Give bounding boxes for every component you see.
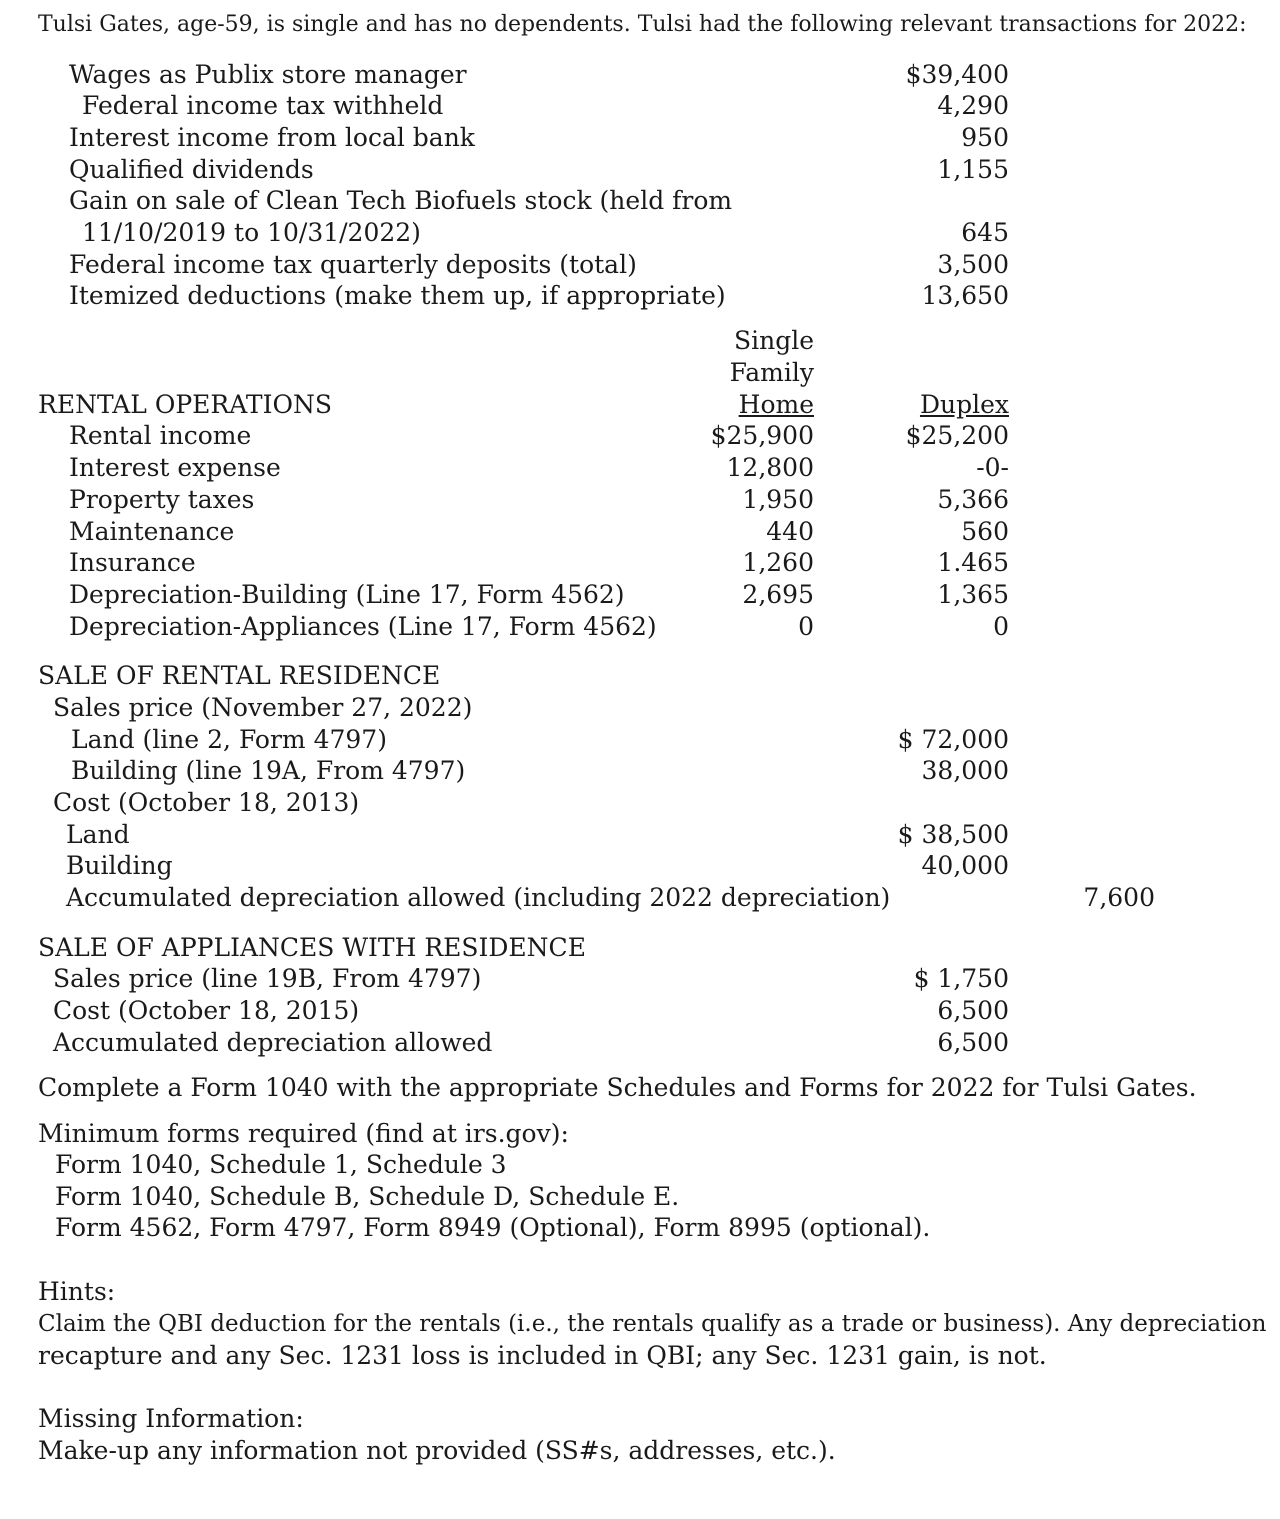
transaction-value: 3,500 — [937, 250, 1009, 279]
forms-line: Form 1040, Schedule 1, Schedule 3 — [55, 1150, 507, 1179]
sale-residence-land-value: $ 72,000 — [897, 725, 1009, 754]
transaction-value: 950 — [961, 123, 1009, 152]
rental-row-label: Maintenance — [69, 517, 235, 546]
rental-col-home-header: Home — [738, 390, 814, 419]
missing-heading: Missing Information: — [38, 1404, 304, 1433]
transaction-label: Federal income tax withheld — [82, 91, 444, 120]
rental-row-label: Rental income — [69, 421, 252, 450]
transaction-label: Federal income tax quarterly deposits (total) — [69, 250, 637, 279]
rental-row-label: Interest expense — [69, 453, 281, 482]
transaction-label: Wages as Publix store manager — [69, 60, 467, 89]
rental-row-duplex-value: 0 — [993, 612, 1009, 641]
sale-residence-accum-label: Accumulated depreciation allowed (including 2022 depreciation) — [66, 883, 891, 912]
transaction-value: 13,650 — [921, 281, 1009, 310]
rental-row-duplex-value: $25,200 — [905, 421, 1009, 450]
rental-row-label: Depreciation-Appliances (Line 17, Form 4562) — [69, 612, 657, 641]
sale-residence-heading: SALE OF RENTAL RESIDENCE — [38, 661, 441, 690]
forms-line: Form 4562, Form 4797, Form 8949 (Optional), Form 8995 (optional). — [55, 1213, 931, 1242]
rental-row-duplex-value: 5,366 — [937, 485, 1009, 514]
rental-row-home-value: 12,800 — [726, 453, 814, 482]
sale-appliances-value: 6,500 — [937, 996, 1009, 1025]
transaction-label: Interest income from local bank — [69, 123, 475, 152]
sale-residence-cost-land-value: $ 38,500 — [897, 820, 1009, 849]
hints-line: recapture and any Sec. 1231 loss is included in QBI; any Sec. 1231 gain, is not. — [38, 1341, 1047, 1370]
transaction-label: Qualified dividends — [69, 155, 314, 184]
rental-row-duplex-value: 1.465 — [937, 548, 1009, 577]
rental-row-home-value: 1,950 — [742, 485, 814, 514]
instruction-text: Complete a Form 1040 with the appropriate Schedules and Forms for 2022 for Tulsi Gates. — [38, 1073, 1197, 1102]
rental-row-duplex-value: 1,365 — [937, 580, 1009, 609]
rental-row-home-value: 2,695 — [742, 580, 814, 609]
rental-row-home-value: $25,900 — [710, 421, 814, 450]
transaction-value: $39,400 — [905, 60, 1009, 89]
rental-row-home-value: 1,260 — [742, 548, 814, 577]
rental-row-label: Depreciation-Building (Line 17, Form 4562) — [69, 580, 625, 609]
missing-line: Make-up any information not provided (SS#s, addresses, etc.). — [38, 1436, 836, 1465]
forms-heading: Minimum forms required (find at irs.gov): — [38, 1119, 569, 1148]
transaction-value: 4,290 — [937, 91, 1009, 120]
sale-residence-cost-building-label: Building — [66, 851, 173, 880]
rental-row-home-value: 440 — [766, 517, 814, 546]
sale-residence-building-label: Building (line 19A, From 4797) — [71, 756, 466, 785]
hints-line: Claim the QBI deduction for the rentals (i.e., the rentals qualify as a trade or business). Any depreciation — [38, 1311, 1267, 1337]
intro-text: Tulsi Gates, age-59, is single and has no dependents. Tulsi had the following relevant transactions for 2022: — [38, 12, 1247, 37]
transaction-value: 1,155 — [937, 155, 1009, 184]
sale-appliances-label: Accumulated depreciation allowed — [53, 1028, 493, 1057]
sale-residence-cost-building-value: 40,000 — [921, 851, 1009, 880]
rental-heading: RENTAL OPERATIONS — [38, 390, 332, 419]
rental-row-duplex-value: -0- — [976, 453, 1009, 482]
rental-row-label: Property taxes — [69, 485, 255, 514]
sale-residence-accum-value: 7,600 — [1083, 883, 1155, 912]
forms-line: Form 1040, Schedule B, Schedule D, Schedule E. — [55, 1182, 680, 1211]
sale-appliances-value: 6,500 — [937, 1028, 1009, 1057]
sale-appliances-heading: SALE OF APPLIANCES WITH RESIDENCE — [38, 933, 586, 962]
sale-appliances-value: $ 1,750 — [913, 964, 1009, 993]
transaction-value: 645 — [961, 218, 1009, 247]
rental-row-label: Insurance — [69, 548, 196, 577]
sale-residence-cost-land-label: Land — [66, 820, 130, 849]
rental-row-duplex-value: 560 — [961, 517, 1009, 546]
sale-appliances-label: Cost (October 18, 2015) — [53, 996, 360, 1025]
sale-appliances-label: Sales price (line 19B, From 4797) — [53, 964, 482, 993]
sale-residence-price-label: Sales price (November 27, 2022) — [53, 693, 473, 722]
sale-residence-land-label: Land (line 2, Form 4797) — [71, 725, 387, 754]
hints-heading: Hints: — [38, 1277, 116, 1306]
transaction-label: Itemized deductions (make them up, if appropriate) — [69, 281, 726, 310]
rental-col-home-header: Family — [729, 358, 814, 387]
rental-row-home-value: 0 — [798, 612, 814, 641]
rental-col-duplex-header: Duplex — [919, 390, 1009, 419]
transaction-label-continued: 11/10/2019 to 10/31/2022) — [82, 218, 421, 247]
transaction-label: Gain on sale of Clean Tech Biofuels stock (held from — [69, 186, 733, 215]
sale-residence-building-value: 38,000 — [921, 756, 1009, 785]
sale-residence-cost-label: Cost (October 18, 2013) — [53, 788, 360, 817]
rental-col-home-header: Single — [733, 326, 814, 355]
